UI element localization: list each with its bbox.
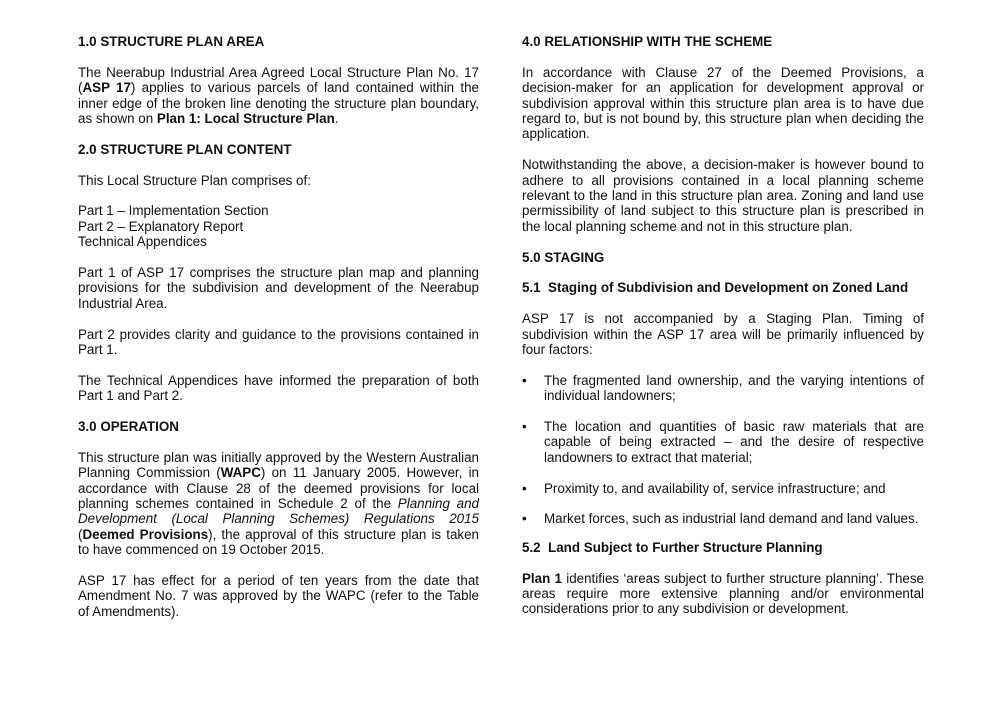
list-item: • The location and quantities of basic raw materials that are capable of being extracted – and the desire of respective landowners to extract that material; — [522, 419, 924, 465]
technical-appendices-paragraph: The Technical Appendices have informed the preparation of both Part 1 and Part 2. — [78, 372, 479, 404]
italic-regulation-title: Planning and Development (Local Planning Schemes) Regulations 2015 — [78, 496, 479, 527]
relationship-paragraph-2: Notwithstanding the above, a decision-maker is however bound to adhere to all provisions contained in a local planning scheme relevant to the land in this structure plan area. Zoning and land use permissibility of land subject to this structure plan is prescribed in the local planning scheme and not in this structure plan. — [522, 157, 924, 234]
parts-list-item: Technical Appendices — [78, 234, 207, 250]
bold-term-wapc: WAPC — [220, 465, 261, 481]
list-item: • Proximity to, and availability of, service infrastructure; and — [522, 481, 924, 496]
part2-paragraph: Part 2 provides clarity and guidance to the provisions contained in Part 1. — [78, 326, 479, 358]
text-run: This structure plan was initially approved by the Western Australian Planning Commission ( — [78, 449, 479, 481]
text-run: . — [334, 111, 339, 127]
further-structure-planning-paragraph — [522, 571, 924, 617]
bold-term-asp17: ASP 17 — [82, 80, 131, 96]
parts-list — [78, 203, 479, 249]
effect-period-paragraph: ASP 17 has effect for a period of ten years from the date that Amendment No. 7 was approved by the WAPC (refer to the Table of Amendments). — [78, 573, 479, 619]
structure-plan-area-paragraph — [78, 65, 479, 127]
section-heading-structure-plan-area: 1.0 STRUCTURE PLAN AREA — [78, 34, 265, 49]
relationship-paragraph-1: In accordance with Clause 27 of the Deemed Provisions, a decision-maker for an application for development approval or subdivision approval within this structure plan area is to have due regard to, but is not bound by, this structure plan when deciding the application. — [522, 64, 924, 142]
part1-paragraph: Part 1 of ASP 17 comprises the structure plan map and planning provisions for the subdivision and development of the Neerabup Industrial Area. — [78, 265, 479, 311]
text-run: ( — [78, 526, 83, 542]
section-heading-relationship-with-scheme: 4.0 RELATIONSHIP WITH THE SCHEME — [522, 34, 773, 49]
text-run: identifies ‘areas subject to further structure planning’. These areas require more extensive planning and/or environmental considerations prior to any subdivision or development. — [522, 570, 924, 617]
text-run: ) applies to various parcels of land contained within the inner edge of the broken line denoting the structure plan boundary, as shown on — [78, 80, 480, 127]
content-intro-paragraph: This Local Structure Plan comprises of: — [78, 172, 311, 188]
section-heading-staging: 5.0 STAGING — [522, 249, 605, 265]
bold-term-deemed-provisions: Deemed Provisions — [82, 526, 209, 542]
list-item: • Market forces, such as industrial land demand and land values. — [522, 511, 924, 526]
parts-list-item: Part 2 – Explanatory Report — [78, 218, 244, 234]
left-column — [78, 34, 479, 635]
subsection-heading-staging-subdivision: 5.1 Staging of Subdivision and Development on Zoned Land — [522, 280, 909, 296]
text-run: ), the approval of this structure plan is taken to have commenced on 19 October 2015. — [78, 526, 479, 558]
right-column — [522, 34, 924, 632]
bold-term-plan1: Plan 1: Local Structure Plan — [156, 111, 335, 127]
list-item: • The fragmented land ownership, and the varying intentions of individual landowners; — [522, 373, 924, 404]
staging-paragraph: ASP 17 is not accompanied by a Staging Plan. Timing of subdivision within the ASP 17 area will be primarily influenced by four factors: — [522, 311, 924, 358]
subsection-heading-further-structure-planning: 5.2 Land Subject to Further Structure Planning — [522, 539, 823, 555]
factors-list — [522, 373, 924, 527]
text-run: ) on 11 January 2005. However, in accordance with Clause 28 of the deemed provisions for local planning schemes contained in Schedule 2 of the — [78, 465, 479, 512]
section-heading-structure-plan-content: 2.0 STRUCTURE PLAN CONTENT — [78, 141, 292, 157]
parts-list-item: Part 1 – Implementation Section — [78, 203, 269, 219]
section-heading-operation: 3.0 OPERATION — [78, 419, 179, 435]
text-run: The Neerabup Industrial Area Agreed Local Structure Plan No. 17 ( — [78, 64, 479, 96]
operation-paragraph — [78, 450, 479, 558]
bold-term-plan1: Plan 1 — [522, 570, 562, 586]
